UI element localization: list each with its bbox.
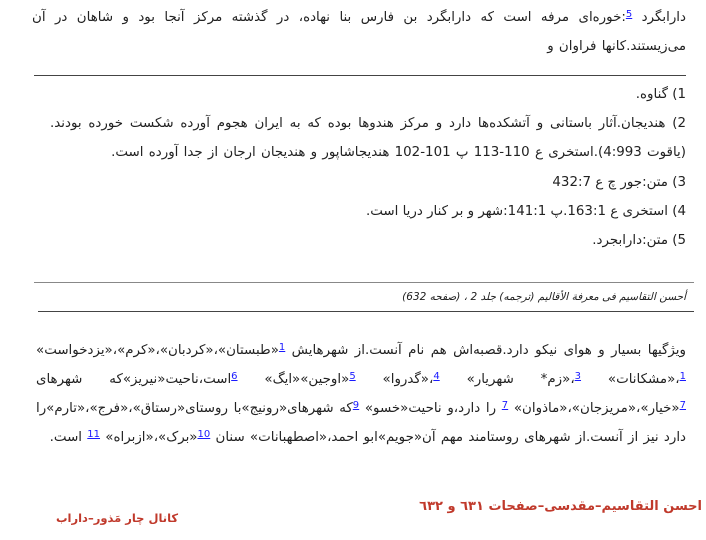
footnote-3: 3) متن:جور چ ع 432:7 — [552, 175, 686, 190]
footnote-ref-link[interactable]: 4 — [433, 371, 440, 382]
main-paragraph-text: «اوجین»«ایگ» — [237, 372, 350, 387]
footnote-4: 4) استخری ع 163:1.پ 141:1:شهر و بر کنار دریا است. — [365, 204, 686, 219]
main-paragraph-text: ،«گدروا» — [355, 372, 434, 387]
footnote-1: 1) گناوه. — [635, 87, 686, 102]
footnote-ref-link[interactable]: 1 — [679, 371, 686, 382]
main-paragraph-text: را دارد،و ناحیت«خسو» — [359, 401, 502, 416]
footnote-5: 5) متن:دارابجرد. — [592, 233, 686, 248]
main-paragraph-text: «خیار»،«مریزجان»،«ماذوان» — [508, 401, 680, 416]
main-paragraph-text: که شهرهای«رونیج»با روستای«رستاق»،«فرج»،«تارم»را دارد نیز از آنست.از شهرهای روستامند مهم آن«جویم»ابو احمد،«اصطهبانات» سنان — [36, 401, 686, 445]
footnote-ref-link[interactable]: 5 — [349, 371, 356, 382]
footnote-ref-link[interactable]: 5 — [625, 9, 633, 20]
top-paragraph-prefix: دارابگرد — [641, 10, 686, 25]
main-paragraph-text: ویژگیها بسیار و هوای نیکو دارد.قصبه‌اش هم نام آنست.از شهرهایش — [285, 343, 686, 358]
top-paragraph — [32, 3, 686, 61]
footnote-2: 2) هندیجان.آثار باستانی و آتشکده‌ها دارد و مرکز هندوها بوده که به ایران هجوم آورده شکست خورده بودند.(یاقوت 4:993).استخری ع 110-113 پ 101-102 هندیجاشاپور و هندیجان ارجان از جدا آورده است. — [50, 116, 686, 160]
footnote-ref-link[interactable]: 7 — [501, 400, 509, 411]
footnote-ref-link[interactable]: 1 — [278, 342, 286, 353]
channel-caption: کانال چار مَذور–داراب — [56, 511, 179, 525]
source-caption: احسن التقاسیم–مقدسی–صفحات ٦٣١ و ٦٣٢ — [419, 499, 702, 514]
footnote-ref-link[interactable]: 7 — [679, 400, 686, 411]
source-separator-top — [34, 282, 694, 283]
footnote-ref-link[interactable]: 3 — [574, 371, 582, 382]
main-paragraph-text: «طبستان»،«کردبان»،«کرم»،«یزدخواست» — [36, 343, 279, 358]
footnote-ref-link[interactable]: 9 — [352, 400, 360, 411]
main-paragraph-text: است. — [49, 430, 88, 445]
footnote-ref-link[interactable]: 11 — [87, 429, 101, 440]
main-paragraph-text: است،ناحیت«نیریز»که شهرهای — [36, 372, 232, 387]
main-paragraph-text: «برک»،«ازبراه» — [100, 430, 198, 445]
source-line: أحسن التقاسیم فی معرفة الأقالیم (ترجمه) جلد 2 ، (صفحه 632) — [402, 291, 686, 303]
source-separator-bottom — [38, 311, 694, 312]
top-paragraph-text: :خوره‌ای مرفه است که دارابگرد بن فارس بنا نهاده، در گذشته مرکز آنجا بود و شاهان در آن می‌زیستند.کانها فراوان و — [32, 10, 686, 54]
footnote-ref-link[interactable]: 10 — [197, 429, 211, 440]
footnote-separator — [34, 75, 686, 76]
main-paragraph-text: ،«مشکانات» — [581, 372, 680, 387]
footnote-ref-link[interactable]: 6 — [231, 371, 238, 382]
main-paragraph-text: ،«زم* شهریار» — [439, 372, 575, 387]
main-paragraph — [36, 336, 686, 452]
